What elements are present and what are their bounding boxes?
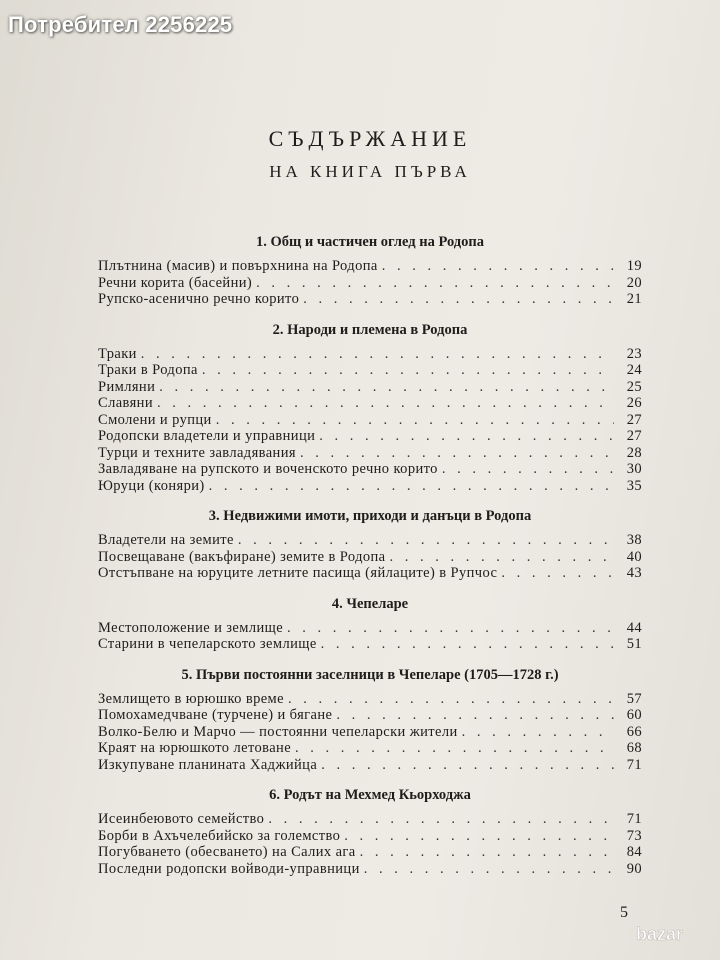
dot-leader	[336, 707, 614, 724]
section-heading: 5. Първи постоянни заселници в Чепеларе (1705—1728 г.)	[181, 666, 559, 683]
toc-entry	[98, 445, 642, 462]
toc-section	[98, 785, 642, 877]
dot-leader	[157, 395, 614, 412]
dot-leader	[303, 291, 614, 308]
toc-entry-page: 51	[626, 636, 642, 652]
page-subtitle: НА КНИГА ПЪРВА	[269, 162, 471, 181]
toc-entry-title: Турци и техните завладявания	[98, 444, 296, 461]
toc-entry-page: 27	[626, 428, 642, 444]
toc-entry-page: 66	[626, 723, 642, 740]
toc-entry-page: 19	[626, 258, 642, 274]
toc-entry-title: Плътнина (масив) и повърхнина на Родопа	[98, 258, 378, 274]
toc-entry-title: Римляни	[98, 378, 156, 395]
dot-leader	[344, 828, 614, 845]
dot-leader	[390, 549, 614, 566]
dot-leader	[300, 445, 614, 462]
dot-leader	[382, 258, 614, 275]
toc-entry	[98, 620, 642, 637]
dot-leader	[159, 379, 614, 396]
toc-entry-title: Волко-Белю и Марчо — постоянни чепеларски жители	[98, 723, 458, 740]
toc-entry-page: 25	[626, 378, 642, 395]
toc-entry-page: 35	[626, 477, 642, 494]
dot-leader	[268, 811, 614, 828]
toc-entry-page: 28	[626, 444, 642, 461]
dot-leader	[216, 412, 614, 429]
toc-entry-title: Отстъпване на юруците летните пасища (яйлаците) в Рупчос	[98, 565, 498, 581]
toc-entry	[98, 811, 642, 828]
toc-entry-page: 84	[626, 844, 642, 860]
section-heading: 3. Недвижими имоти, приходи и данъци в Родопа	[208, 508, 532, 524]
dot-leader	[141, 346, 614, 363]
toc-section	[98, 665, 642, 774]
toc-entry-title: Смолени и рупци	[98, 411, 212, 428]
toc-section	[98, 594, 642, 653]
toc-entry	[98, 362, 642, 379]
toc-entry	[98, 740, 642, 757]
dot-leader	[360, 844, 614, 861]
toc-section	[98, 232, 642, 308]
toc-entry-page: 73	[626, 827, 642, 844]
toc-entry-title: Местоположение и землище	[98, 619, 284, 636]
toc-entry-title: Старини в чепеларското землище	[98, 636, 317, 652]
section-heading: 2. Народи и племена в Родопа	[272, 321, 468, 338]
page-title: СЪДЪРЖАНИЕ	[268, 126, 472, 151]
dot-leader	[462, 724, 614, 741]
dot-leader	[321, 757, 614, 774]
toc-entry-page: 40	[626, 548, 642, 565]
toc-entry-title: Владетели на земите	[98, 532, 234, 548]
toc-entry-title: Юруци (коняри)	[98, 477, 205, 494]
dot-leader	[319, 428, 614, 445]
toc-entry	[98, 275, 642, 292]
toc-entry	[98, 461, 642, 478]
dot-leader	[321, 636, 614, 653]
bazar-logo-icon	[632, 918, 716, 948]
dot-leader	[202, 362, 614, 379]
toc-entry-page: 38	[626, 532, 642, 548]
section-heading: 4. Чепеларе	[331, 595, 409, 612]
toc-entry-title: Завладяване на рупското и воченското речно корито	[98, 461, 438, 477]
toc-entry-title: Краят на юрюшкото летоване	[98, 740, 292, 756]
dot-leader	[364, 861, 614, 878]
toc-entry-title: Исеинбеювото семейство	[98, 811, 265, 827]
toc-entry-page: 20	[626, 274, 642, 291]
toc-entry-title: Рупско-асенично речно корито	[98, 291, 300, 307]
toc-entry-page: 26	[626, 395, 642, 411]
toc-entry-title: Последни родопски войводи-управници	[98, 860, 360, 877]
toc-entry	[98, 691, 642, 708]
toc-entry	[98, 724, 642, 741]
toc-entry-page: 43	[626, 565, 642, 581]
dot-leader	[501, 565, 614, 582]
toc-entry	[98, 636, 642, 653]
toc-entry	[98, 428, 642, 445]
toc-entry	[98, 844, 642, 861]
section-heading: 1. Общ и частичен оглед на Родопа	[256, 234, 484, 250]
toc-section	[98, 506, 642, 582]
toc-entry	[98, 532, 642, 549]
toc-entry-title: Траки	[98, 345, 137, 362]
toc-entry	[98, 291, 642, 308]
table-of-contents	[98, 226, 642, 877]
toc-entry	[98, 379, 642, 396]
toc-entry	[98, 757, 642, 774]
toc-entry	[98, 861, 642, 878]
toc-entry-title: Борби в Ахъчелебийско за големство	[98, 827, 341, 844]
toc-entry	[98, 549, 642, 566]
section-heading: 6. Родът на Мехмед Кьорходжа	[269, 787, 471, 803]
toc-entry	[98, 478, 642, 495]
toc-entry	[98, 395, 642, 412]
dot-leader	[256, 275, 614, 292]
toc-entry	[98, 412, 642, 429]
toc-entry-page: 71	[626, 811, 642, 827]
dot-leader	[288, 691, 614, 708]
toc-entry-title: Родопски владетели и управници	[98, 428, 316, 444]
toc-entry-page: 44	[626, 619, 642, 636]
user-watermark: Потребител 2256225	[8, 12, 233, 37]
toc-entry-page: 27	[626, 411, 642, 428]
toc-entry	[98, 565, 642, 582]
toc-entry-page: 90	[626, 860, 642, 877]
toc-entry-title: Помохамедчване (турчене) и бягане	[98, 707, 333, 723]
toc-entry-title: Изкупуване планината Хаджийца	[98, 756, 318, 773]
toc-entry-title: Славяни	[98, 395, 153, 411]
toc-entry-page: 24	[626, 362, 642, 378]
toc-entry-page: 71	[626, 756, 642, 773]
dot-leader	[209, 478, 614, 495]
toc-entry-page: 57	[626, 690, 642, 707]
dot-leader	[442, 461, 614, 478]
toc-entry	[98, 707, 642, 724]
dot-leader	[295, 740, 614, 757]
toc-entry-page: 23	[626, 345, 642, 362]
toc-entry-page: 60	[626, 707, 642, 723]
toc-entry-title: Речни корита (басейни)	[98, 274, 253, 291]
toc-entry-title: Погубването (обесването) на Салих ага	[98, 844, 356, 860]
toc-entry	[98, 828, 642, 845]
toc-entry-page: 68	[626, 740, 642, 756]
svg-text:bazar: bazar	[636, 924, 684, 944]
dot-leader	[287, 620, 614, 637]
toc-entry-title: Посвещаване (вакъфиране) земите в Родопа	[98, 548, 386, 565]
toc-entry	[98, 346, 642, 363]
toc-entry-page: 30	[626, 461, 642, 477]
toc-entry-title: Землището в юрюшко време	[98, 690, 284, 707]
toc-entry-title: Траки в Родопа	[98, 362, 198, 378]
dot-leader	[238, 532, 614, 549]
toc-section	[98, 320, 642, 495]
page-number: 5	[620, 904, 628, 921]
toc-entry-page: 21	[626, 291, 642, 307]
toc-entry	[98, 258, 642, 275]
